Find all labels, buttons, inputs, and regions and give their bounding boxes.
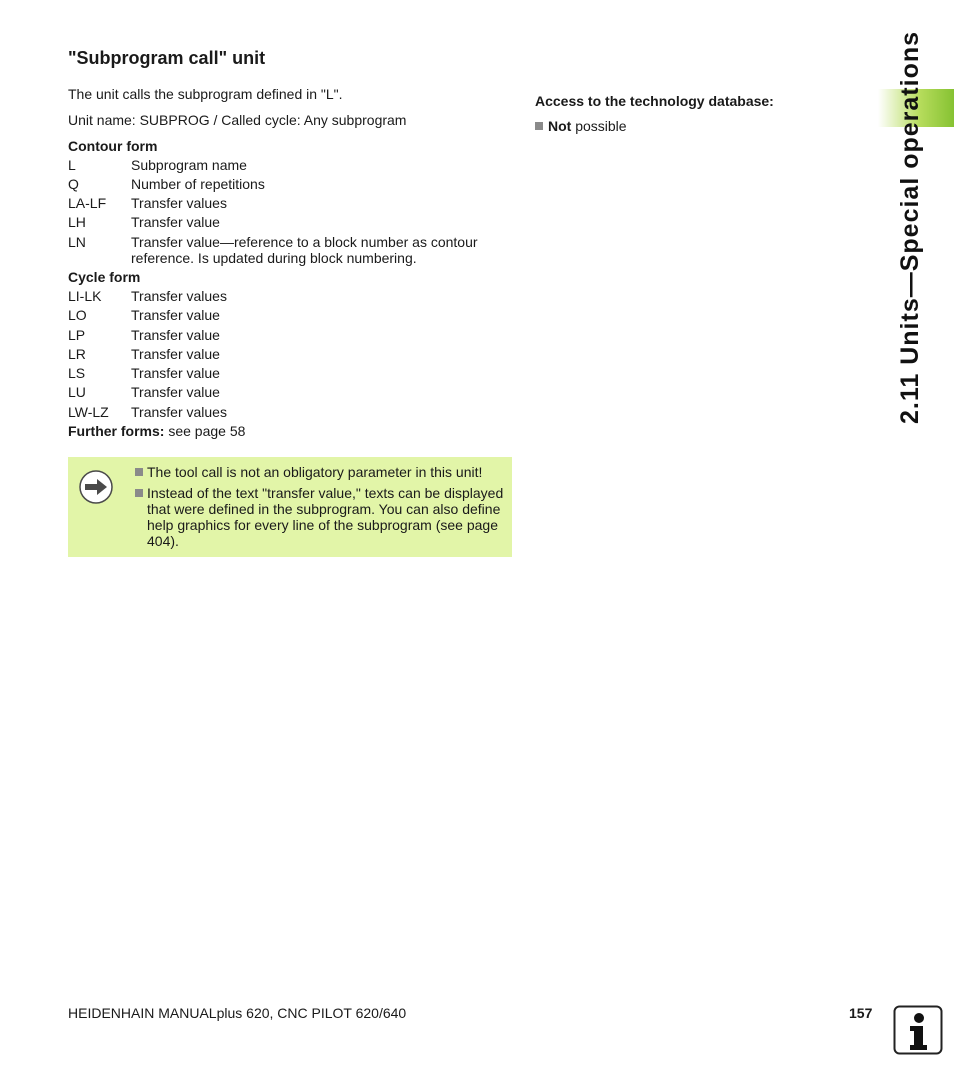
note-item-text: The tool call is not an obligatory parameter in this unit! <box>147 464 483 480</box>
param-desc: Number of repetitions <box>131 176 265 192</box>
param-desc: Transfer value—reference to a block number as contour reference. Is updated during block numbering. <box>131 234 478 266</box>
param-desc: Transfer values <box>131 404 227 420</box>
further-forms-link[interactable]: see page 58 <box>164 423 246 439</box>
chapter-title: 2.11 Units—Special operations <box>896 30 924 424</box>
section-title: "Subprogram call" unit <box>68 48 266 68</box>
param-desc: Transfer values <box>131 288 227 304</box>
technology-database-item <box>535 118 627 134</box>
arrow-right-icon <box>79 470 113 504</box>
note-item <box>135 485 505 549</box>
note-box <box>68 457 512 557</box>
unit-name-text: Unit name: SUBPROG / Called cycle: Any subprogram <box>68 112 407 128</box>
bullet-icon <box>135 468 143 476</box>
param-desc: Transfer value <box>131 365 220 381</box>
param-name: LU <box>68 384 86 400</box>
technology-database-label: Access to the technology database: <box>535 93 774 109</box>
technology-database-value: Not <box>548 118 572 134</box>
bullet-icon <box>535 122 543 130</box>
cycle-form-label: Cycle form <box>68 269 141 285</box>
further-forms <box>68 423 245 439</box>
param-desc: Transfer value <box>131 327 220 343</box>
param-desc: Transfer value <box>131 346 220 362</box>
further-forms-label: Further forms: <box>68 423 165 439</box>
param-name: LA-LF <box>68 195 107 211</box>
param-name: LN <box>68 234 86 250</box>
param-name: LW-LZ <box>68 404 109 420</box>
param-name: LR <box>68 346 86 362</box>
info-icon[interactable] <box>893 1005 943 1055</box>
param-name: Q <box>68 176 79 192</box>
param-name: LO <box>68 307 87 323</box>
param-name: LP <box>68 327 86 343</box>
param-name: LI-LK <box>68 288 102 304</box>
param-name: LS <box>68 365 86 381</box>
param-name: L <box>68 157 76 173</box>
page-number: 157 <box>849 1005 873 1021</box>
technology-database-value-rest: possible <box>571 118 627 134</box>
intro-text: The unit calls the subprogram defined in "L". <box>68 86 343 102</box>
param-desc: Subprogram name <box>131 157 247 173</box>
param-desc: Transfer value <box>131 307 220 323</box>
footer-text: HEIDENHAIN MANUALplus 620, CNC PILOT 620/640 <box>68 1005 407 1021</box>
param-name: LH <box>68 214 86 230</box>
bullet-icon <box>135 489 143 497</box>
contour-form-label: Contour form <box>68 138 158 154</box>
param-desc: Transfer value <box>131 214 220 230</box>
param-desc: Transfer value <box>131 384 220 400</box>
note-item-text: Instead of the text "transfer value," texts can be displayed that were defined in the subprogram. You can also define help graphics for every line of the subprogram (see page 404). <box>147 485 504 549</box>
note-item <box>135 464 505 480</box>
param-desc: Transfer values <box>131 195 227 211</box>
